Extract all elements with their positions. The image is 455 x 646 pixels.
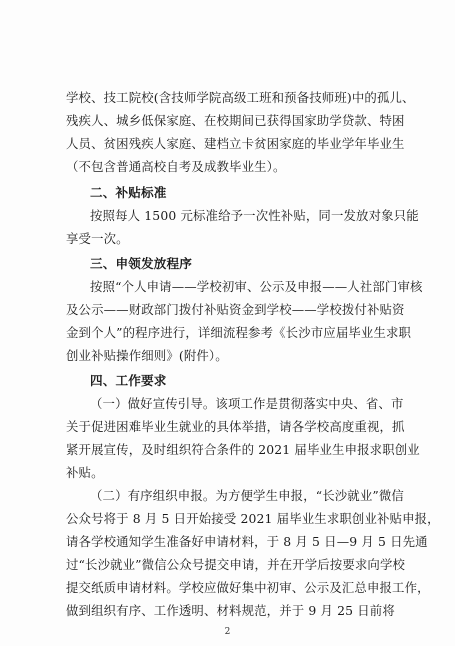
body-line: 学校、技工院校(含技师学院高级工班和预备技师班)中的孤儿、 bbox=[66, 90, 415, 105]
body-line: （不包含普通高校自考及成教毕业生）。 bbox=[66, 159, 286, 174]
body-line: 金到个人”的程序进行，详细流程参考《长沙市应届毕业生求职 bbox=[66, 325, 412, 340]
body-line: 过“长沙就业”微信公众号提交申请，并在开学后按要求向学校 bbox=[66, 557, 406, 572]
page-number: 2 bbox=[224, 627, 231, 637]
section-heading-subsidy-standard: 二、补贴标准 bbox=[90, 185, 167, 200]
body-line: 享受一次。 bbox=[66, 231, 129, 246]
body-line: 创业补贴操作细则》(附件）。 bbox=[66, 348, 228, 363]
body-line: 公众号将于 8 月 5 日开始接受 2021 届毕业生求职创业补贴申报， bbox=[66, 511, 440, 526]
body-line: 按照“个人申请——学校初审、公示及申报——人社部门审核 bbox=[90, 279, 423, 294]
body-line: 请各学校通知学生准备好申请材料，于 8 月 5 日—9 月 5 日先通 bbox=[66, 534, 428, 549]
body-line: 补贴。 bbox=[66, 465, 104, 480]
body-line: 残疾人、城乡低保家庭、在校期间已获得国家助学贷款、特困 bbox=[66, 113, 405, 128]
subsection-publicity: （一）做好宣传引导。该项工作是贯彻落实中央、省、市 bbox=[90, 396, 404, 411]
body-line: 紧开展宣传，及时组织符合条件的 2021 届毕业生申报求职创业 bbox=[66, 442, 420, 457]
subsection-application-organization: （二）有序组织申报。为方便学生申报，“长沙就业”微信 bbox=[90, 488, 404, 503]
body-line: 提交纸质申请材料。学校应做好集中初审、公示及汇总申报工作， bbox=[66, 580, 430, 595]
body-line: 按照每人 1500 元标准给予一次性补贴，同一发放对象只能 bbox=[90, 208, 419, 223]
body-line: 及公示——财政部门拨付补贴资金到学校——学校拨付补贴资 bbox=[66, 302, 405, 317]
section-heading-application-procedure: 三、申领发放程序 bbox=[90, 256, 192, 271]
section-heading-work-requirements: 四、工作要求 bbox=[90, 373, 167, 388]
body-line: 人员、贫困残疾人家庭、建档立卡贫困家庭的毕业学年毕业生 bbox=[66, 136, 405, 151]
body-line: 关于促进困难毕业生就业的具体举措，请各学校高度重视，抓 bbox=[66, 419, 405, 434]
body-line: 做到组织有序、工作透明、材料规范，并于 9 月 25 日前将 bbox=[66, 603, 395, 618]
